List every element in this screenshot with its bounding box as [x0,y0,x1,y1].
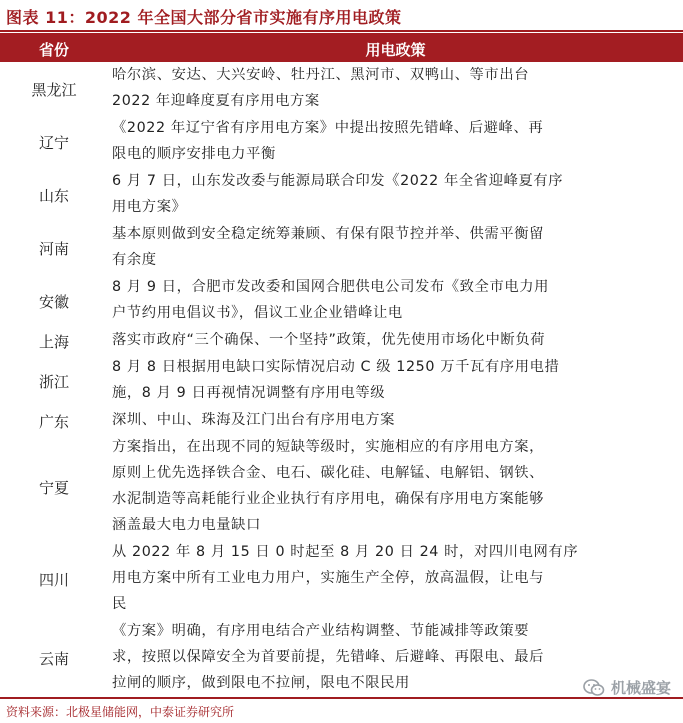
policy-cell [112,274,672,326]
table-row [0,62,683,115]
table-row [0,327,683,354]
policy-cell [112,168,672,220]
table-row [0,434,683,539]
policy-cell [112,221,672,273]
watermark-text: 机械盛宴 [610,679,671,697]
policy-line: 落实市政府“三个确保、一个坚持”政策，优先使用市场化中断负荷 [112,332,546,348]
policy-line: 哈尔滨、安达、大兴安岭、牡丹江、黑河市、双鸭山、等市出台 [112,67,530,83]
policy-cell [112,407,672,433]
policy-cell [112,62,672,114]
policy-cell [112,539,672,617]
policy-line: 原则上优先选择铁合金、电石、碳化硅、电解锰、电解铝、钢铁、 [112,465,545,481]
figure-title: 图表 11：2022 年全国大部分省市实施有序用电政策 [6,8,402,27]
policy-line: 方案指出，在出现不同的短缺等级时，实施相应的有序用电方案， [112,439,545,455]
table-row [0,354,683,407]
policy-line: 用电方案》 [112,199,187,215]
policy-line: 施，8 月 9 日再视情况调整有序用电等级 [112,385,386,401]
header-policy: 用电政策 [365,41,426,59]
policy-line: 基本原则做到安全稳定统筹兼顾、有保有限节控并举、供需平衡留 [112,226,545,242]
policy-cell [112,115,672,167]
province-cell: 云南 [38,649,69,668]
province-cell: 安徽 [38,292,69,311]
province-cell: 黑龙江 [31,80,77,99]
province-cell: 山东 [38,186,69,205]
province-cell: 四川 [38,570,69,589]
policy-line: 从 2022 年 8 月 15 日 0 时起至 8 月 20 日 24 时，对四川电网有序 [112,544,579,560]
table-row [0,274,683,327]
policy-line: 民 [112,596,127,612]
policy-cell [112,327,672,353]
policy-line: 深圳、中山、珠海及江门出台有序用电方案 [112,412,396,428]
policy-line: 限电的顺序安排电力平衡 [112,146,276,162]
table-row [0,115,683,168]
wechat-icon [583,679,605,697]
policy-line: 求，按照以保障安全为首要前提，先错峰、后避峰、再限电、最后 [112,649,545,665]
source-note: 资料来源：北极星储能网，中泰证券研究所 [6,705,235,719]
province-cell: 河南 [38,239,69,258]
province-cell: 上海 [38,332,69,351]
header-province: 省份 [38,41,69,59]
policy-line: 《2022 年辽宁省有序用电方案》中提出按照先错峰、后避峰、再 [112,120,544,136]
policy-line: 涵盖最大电力电量缺口 [112,517,261,533]
policy-line: 6 月 7 日，山东发改委与能源局联合印发《2022 年全省迎峰夏有序 [112,173,564,189]
table-row [0,221,683,274]
province-cell: 宁夏 [38,478,69,497]
policy-line: 拉闸的顺序，做到限电不拉闸，限电不限民用 [112,675,410,691]
table-row [0,168,683,221]
policy-line: 水泥制造等高耗能行业企业执行有序用电，确保有序用电方案能够 [112,491,545,507]
table-row [0,539,683,618]
title-divider [0,30,683,32]
policy-line: 8 月 9 日，合肥市发改委和国网合肥供电公司发布《致全市电力用 [112,279,550,295]
province-cell: 浙江 [38,372,69,391]
title-bar [0,0,683,32]
policy-line: 《方案》明确，有序用电结合产业结构调整、节能减排等政策要 [112,623,530,639]
policy-cell [112,434,672,538]
province-cell: 辽宁 [38,133,69,152]
policy-line: 户节约用电倡议书》，倡议工业企业错峰让电 [112,305,403,321]
table-header [0,33,683,62]
watermark [583,677,671,698]
table-row [0,618,683,697]
province-cell: 广东 [38,412,69,431]
policy-line: 2022 年迎峰度夏有序用电方案 [112,93,320,109]
policy-line: 用电方案中所有工业电力用户，实施生产全停，放高温假，让电与 [112,570,545,586]
policy-line: 8 月 8 日根据用电缺口实际情况启动 C 级 1250 万千瓦有序用电措 [112,359,560,375]
policy-line: 有余度 [112,252,157,268]
bottom-divider [0,697,683,699]
policy-cell [112,354,672,406]
table-row [0,407,683,434]
